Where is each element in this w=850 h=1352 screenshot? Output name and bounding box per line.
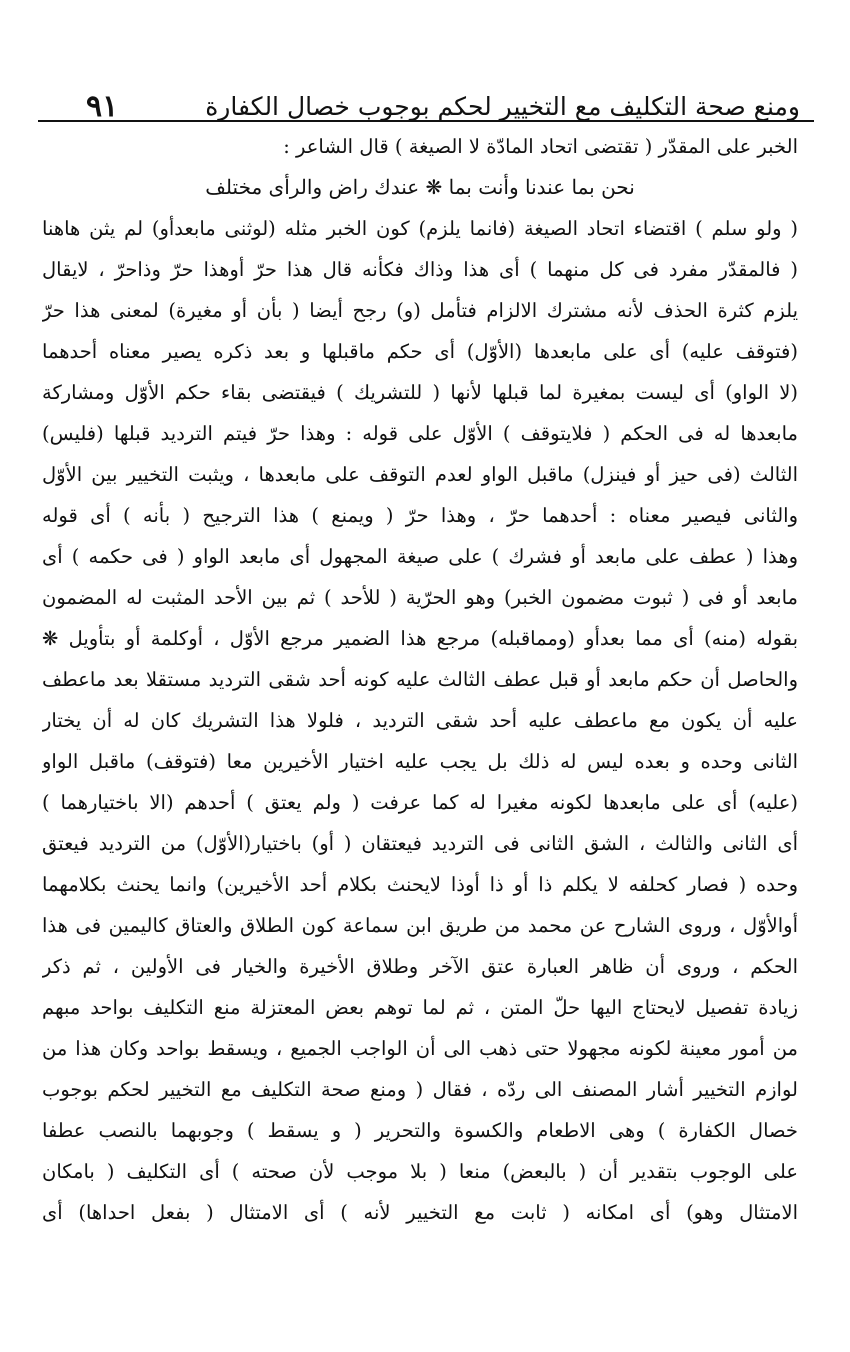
text-line: أوالأوّل ، وروى الشارح عن محمد من طريق ابن سماعة كون الطلاق والعتاق كاليمين فى هذا — [42, 914, 798, 937]
text-line: أى الثانى والثالث ، الشق الثانى فى الترديد فيعتقان ( أو) باختيار(الأوّل) من الترديد فيعتق — [42, 832, 798, 855]
text-line: ( ولو سلم ) اقتضاء اتحاد الصيغة (فانما يلزم) كون الخبر مثله (لوثنى مابعدأو) لم يثن هاهنا — [42, 217, 798, 240]
text-line: وحده ( فصار كحلفه لا يكلم ذا أو ذا أوذا لايحنث بكلام أحد الأخيرين) وانما يحنث بكلامهما — [42, 873, 798, 896]
text-line: (عليه) أى على مابعدها لكونه مغيرا له كما عرفت ( ولم يعتق ) أحدهم (الا باختيارهما ) — [42, 791, 798, 814]
text-line: مابعد أو فى ( ثبوت مضمون الخبر) وهو الحرّية ( للأحد ) ثم بين الأحد المثبت له المضمون — [42, 586, 798, 609]
page-number: ٩١ — [86, 89, 119, 124]
text-line: الثالث (فى حيز أو فينزل) ماقبل الواو لعدم التوقف على مابعدها ، ويثبت التخيير بين الأوّل — [42, 463, 798, 486]
text-line: ( فالمقدّر مفرد فى كل منهما ) أى هذا وذاك فكأنه قال هذا حرّ أوهذا حرّ وذاحرّ ، لايقال — [42, 258, 798, 281]
text-line: يلزم كثرة الحذف لأنه مشترك الالزام فتأمل (و) رجح أيضا ( بأن أو مغيرة) لمعنى هذا حرّ — [42, 299, 798, 322]
page-header — [38, 66, 800, 122]
text-line: والثانى فيصير معناه : أحدهما حرّ ، وهذا حرّ ( ويمنع ) هذا الترجيح ( بأنه ) أى قوله — [42, 504, 798, 527]
text-line: وهذا ( عطف على مابعد أو فشرك ) على صيغة المجهول أى مابعد الواو ( فى حكمه ) أى — [42, 545, 798, 568]
verse-line: نحن بما عندنا وأنت بما ❋ عندك راض والرأى مختلف — [205, 175, 635, 199]
body-text — [42, 126, 798, 1233]
text-line: الخبر على المقدّر ( تقتضى اتحاد المادّة لا الصيغة ) قال الشاعر : — [283, 135, 798, 158]
text-line: الامتثال وهو) أى امكانه ( ثابت مع التخيير لأنه ) أى الامتثال ( بفعل احداها) أى — [42, 1201, 798, 1224]
running-title: ومنع صحة التكليف مع التخيير لحكم بوجوب خصال الكفارة — [205, 92, 800, 121]
text-line: من أمور معينة لكونه مجهولا حتى ذهب الى أن الواجب الجميع ، ويسقط بواحد وكان هذا من — [42, 1037, 798, 1060]
text-line: عليه أن يكون مع ماعطف عليه أحد شقى الترديد ، فلولا هذا التشريك كان له أن يختار — [42, 709, 798, 732]
text-line: بقوله (منه) أى مما بعدأو (ومماقبله) مرجع هذا الضمير مرجع الأوّل ، أوكلمة أو بتأويل ❋ — [42, 627, 798, 650]
text-line: والحاصل أن حكم مابعد أو قبل عطف الثالث عليه كونه أحد شقى الترديد مستقلا بعد ماعطف — [42, 668, 798, 691]
text-line: الثانى وحده و بعده ليس له ذلك بل يجب عليه اختيار الأخيرين معا (فتوقف) ماقبل الواو — [42, 750, 798, 773]
text-line: لوازم التخيير أشار المصنف الى ردّه ، فقال ( ومنع صحة التكليف مع التخيير لحكم بوجوب — [42, 1078, 798, 1101]
text-line: مابعدها له فى الحكم ( فلايتوقف ) الأوّل على قوله : وهذا حرّ فيتم الترديد قبلها (فليس) — [42, 422, 798, 445]
text-line: (لا الواو) أى ليست بمغيرة لما قبلها لأنها ( للتشريك ) فيقتضى بقاء حكم الأوّل ومشاركة — [42, 381, 798, 404]
text-line: على الوجوب بتقدير أن ( بالبعض) منعا ( بلا موجب لأن صحته ) أى التكليف ( بامكان — [42, 1160, 798, 1183]
text-line: (فتوقف عليه) أى على مابعدها (الأوّل) أى حكم ماقبلها و بعد ذكره يصير معناه أحدهما — [42, 340, 798, 363]
text-line: خصال الكفارة ) وهى الاطعام والكسوة والتحرير ( و يسقط ) وجوبهما بالنصب عطفا — [42, 1119, 798, 1142]
header-rule — [38, 120, 814, 122]
text-line: الحكم ، وروى أن ظاهر العبارة عتق الآخر وطلاق الأخيرة والخيار فى الأولين ، ثم ذكر — [42, 955, 798, 978]
text-line: زيادة تفصيل لايحتاج اليها حلّ المتن ، ثم لما توهم بعض المعتزلة منع التكليف بواحد مبهم — [42, 996, 798, 1019]
